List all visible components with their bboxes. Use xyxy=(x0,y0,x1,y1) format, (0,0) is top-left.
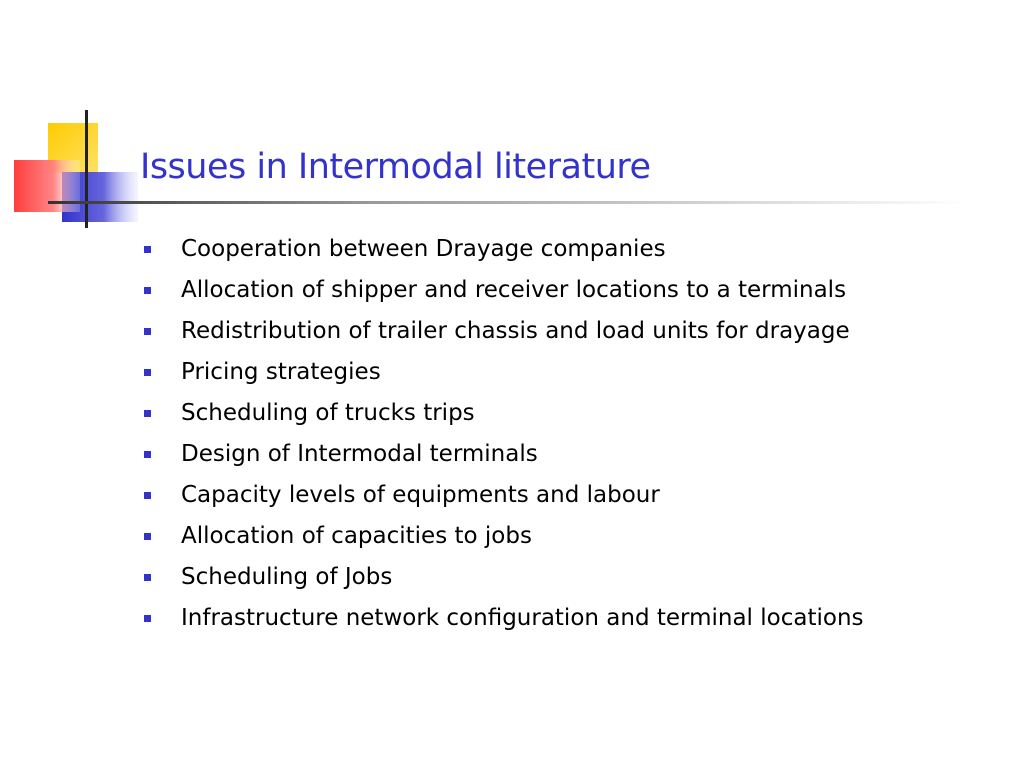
decorative-blocks-logo xyxy=(0,0,1024,240)
bullet-item-allocation-locations xyxy=(140,270,864,311)
square-bullet-icon xyxy=(144,410,151,417)
bullet-list xyxy=(140,229,864,639)
bullet-text: Scheduling of Jobs xyxy=(181,564,393,590)
bullet-item-capacity-levels xyxy=(140,475,864,516)
bullet-text: Design of Intermodal terminals xyxy=(181,441,538,467)
vertical-line xyxy=(85,110,88,228)
square-bullet-icon xyxy=(144,246,151,253)
square-bullet-icon xyxy=(144,615,151,622)
red-square xyxy=(14,160,80,212)
bullet-item-infrastructure xyxy=(140,598,864,639)
bullet-item-scheduling-jobs xyxy=(140,557,864,598)
square-bullet-icon xyxy=(144,287,151,294)
square-bullet-icon xyxy=(144,369,151,376)
bullet-item-scheduling-trucks xyxy=(140,393,864,434)
slide-title: Issues in Intermodal literature xyxy=(140,147,651,187)
bullet-text: Scheduling of trucks trips xyxy=(181,400,475,426)
bullet-text: Allocation of shipper and receiver locations to a terminals xyxy=(181,277,847,303)
bullet-text: Redistribution of trailer chassis and load units for drayage xyxy=(181,318,850,344)
bullet-item-allocation-capacities xyxy=(140,516,864,557)
square-bullet-icon xyxy=(144,492,151,499)
bullet-item-pricing xyxy=(140,352,864,393)
bullet-item-redistribution xyxy=(140,311,864,352)
bullet-text: Allocation of capacities to jobs xyxy=(181,523,532,549)
square-bullet-icon xyxy=(144,328,151,335)
bullet-text: Infrastructure network configuration and terminal locations xyxy=(181,605,864,631)
bullet-item-design-terminals xyxy=(140,434,864,475)
square-bullet-icon xyxy=(144,574,151,581)
bullet-text: Capacity levels of equipments and labour xyxy=(181,482,660,508)
bullet-text: Cooperation between Drayage companies xyxy=(181,236,666,262)
bullet-text: Pricing strategies xyxy=(181,359,381,385)
horizontal-rule xyxy=(48,201,968,204)
square-bullet-icon xyxy=(144,451,151,458)
bullet-item-cooperation xyxy=(140,229,864,270)
square-bullet-icon xyxy=(144,533,151,540)
